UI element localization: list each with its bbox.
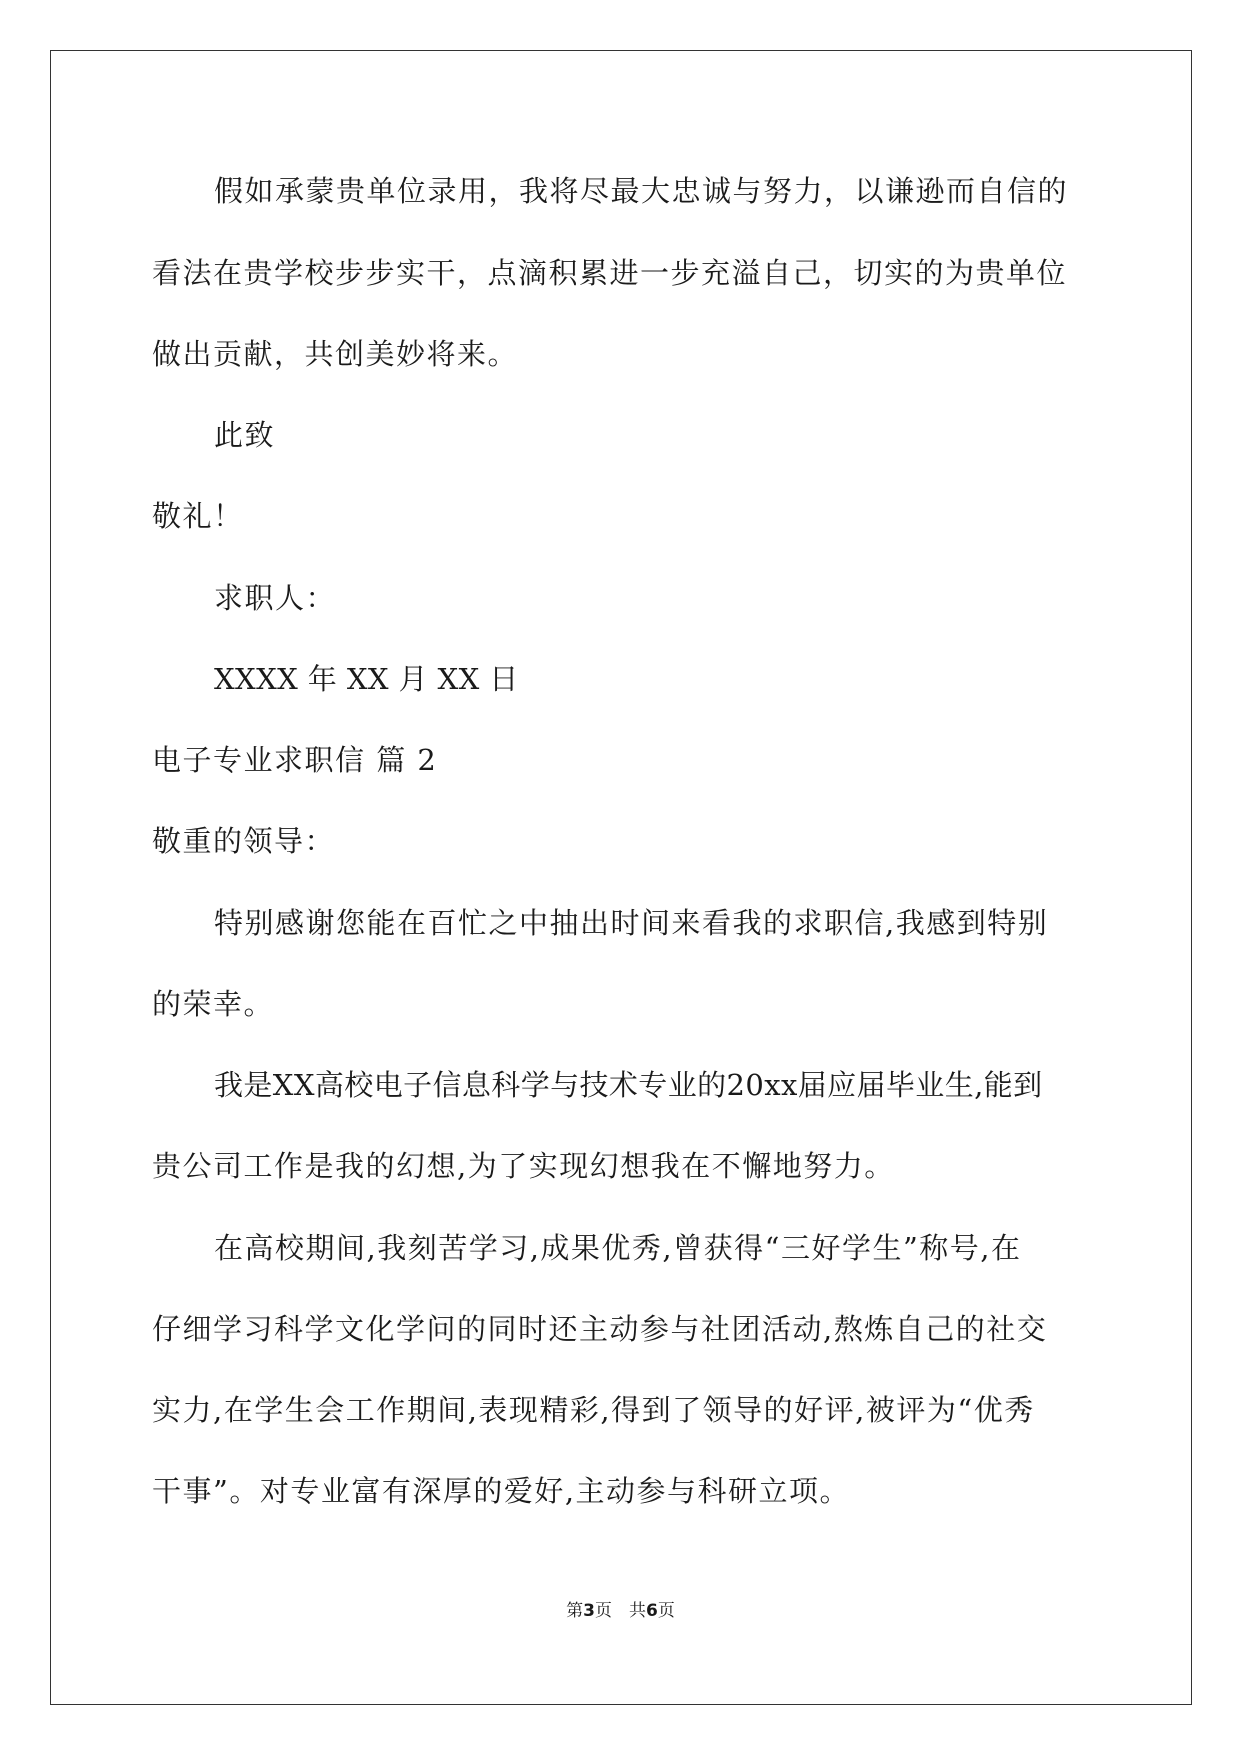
paragraph-line: 特别感谢您能在百忙之中抽出时间来看我的求职信,我感到特别 <box>214 906 1049 940</box>
paragraph-line: 在高校期间,我刻苦学习,成果优秀,曾获得“三好学生”称号,在 <box>214 1231 1022 1265</box>
page-label-suffix: 页 <box>657 1601 675 1621</box>
signature-label: 求职人： <box>214 581 337 615</box>
current-page-number: 3 <box>583 1601 595 1621</box>
paragraph-line: 假如承蒙贵单位录用，我将尽最大忠诚与努力，以谦逊而自信的 <box>214 174 1069 208</box>
closing-salutation: 此致 <box>214 418 276 452</box>
page-label-middle: 页 共 <box>595 1601 646 1621</box>
paragraph-line: 的荣幸。 <box>152 987 275 1021</box>
paragraph-line: 做出贡献，共创美妙将来。 <box>152 337 519 371</box>
page-frame <box>50 50 1192 1705</box>
paragraph-line: 贵公司工作是我的幻想,为了实现幻想我在不懈地努力。 <box>152 1149 895 1183</box>
page-label-prefix: 第 <box>566 1601 584 1621</box>
total-pages-number: 6 <box>646 1601 658 1621</box>
paragraph-line: 干事”。对专业富有深厚的爱好,主动参与科研立项。 <box>152 1474 851 1508</box>
greeting: 敬重的领导： <box>152 824 336 858</box>
paragraph-line: 仔细学习科学文化学问的同时还主动参与社团活动,熬炼自己的社交 <box>152 1312 1048 1346</box>
paragraph-line: 我是XX高校电子信息科学与技术专业的20xx届应届毕业生,能到 <box>214 1068 1043 1102</box>
paragraph-line: 实力,在学生会工作期间,表现精彩,得到了领导的好评,被评为“优秀 <box>152 1393 1035 1427</box>
closing-regards: 敬礼！ <box>152 499 244 533</box>
paragraph-line: 看法在贵学校步步实干，点滴积累进一步充溢自己，切实的为贵单位 <box>152 256 1068 290</box>
section-heading: 电子专业求职信 篇 2 <box>152 743 438 777</box>
date-line: XXXX 年 XX 月 XX 日 <box>214 662 519 696</box>
page-footer <box>0 1599 1241 1623</box>
